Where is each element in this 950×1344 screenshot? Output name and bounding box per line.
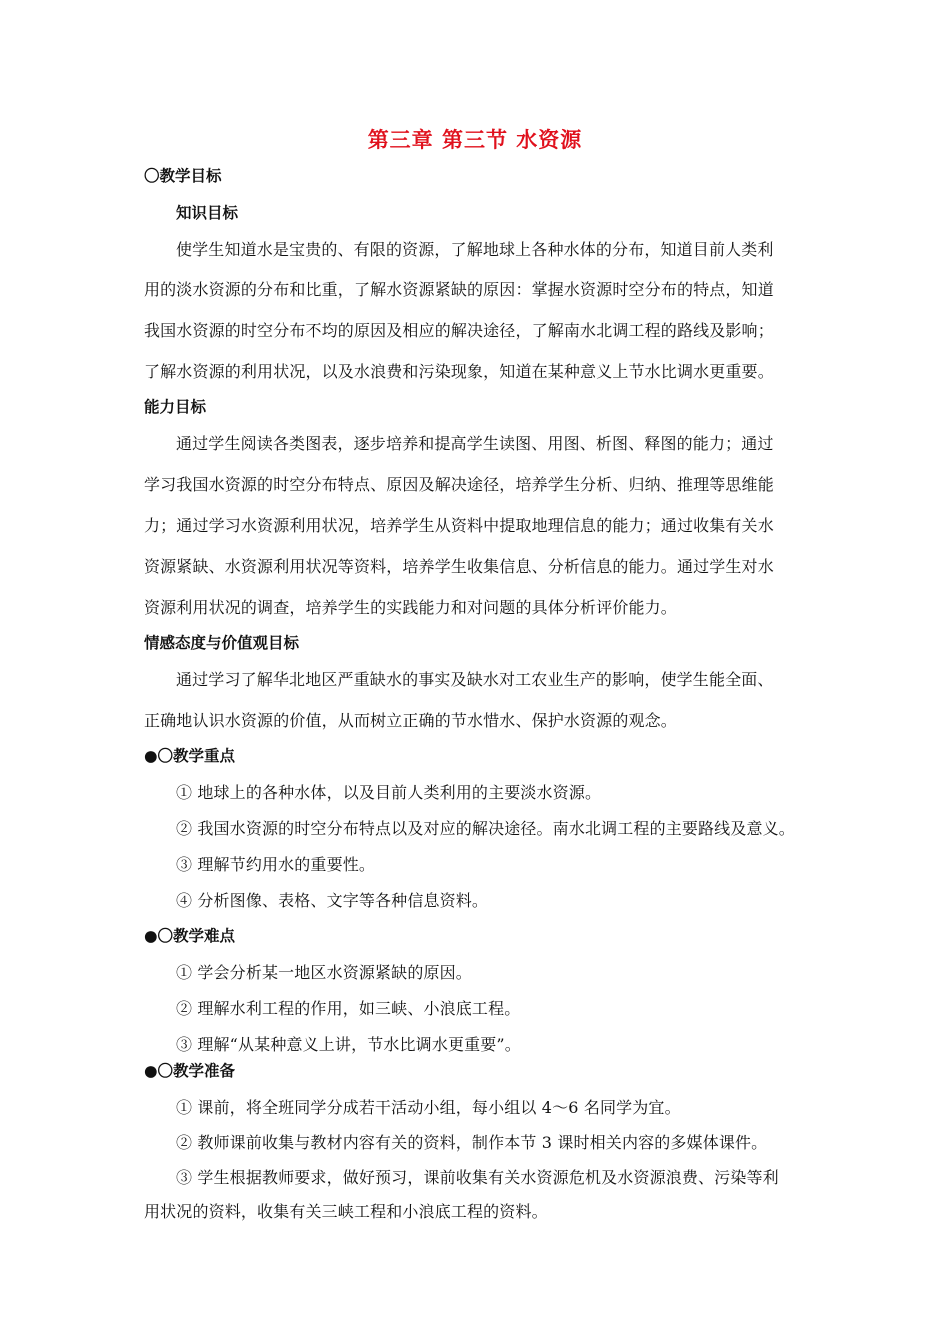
preparation-heading: ●〇教学准备 [144, 1062, 236, 1080]
list-item: ④ 分析图像、表格、文字等各种信息资料。 [176, 891, 489, 910]
list-item: ① 学会分析某一地区水资源紧缺的原因。 [176, 963, 472, 982]
paragraph-line: 用状况的资料，收集有关三峡工程和小浪底工程的资料。 [144, 1202, 548, 1221]
list-item: ③ 理解节约用水的重要性。 [176, 855, 376, 874]
page-title: 第三章 第三节 水资源 [367, 128, 583, 152]
paragraph-line: 通过学习了解华北地区严重缺水的事实及缺水对工农业生产的影响，使学生能全面、 [176, 670, 774, 689]
list-item: ③ 学生根据教师要求，做好预习，课前收集有关水资源危机及水资源浪费、污染等利 [176, 1168, 779, 1187]
emotion-goals-heading: 情感态度与价值观目标 [144, 634, 300, 652]
list-item: ① 课前，将全班同学分成若干活动小组，每小组以 4～6 名同学为宜。 [176, 1098, 681, 1117]
knowledge-goals-heading: 知识目标 [176, 204, 239, 222]
paragraph-line: 正确地认识水资源的价值，从而树立正确的节水惜水、保护水资源的观念。 [144, 711, 677, 730]
paragraph-line: 我国水资源的时空分布不均的原因及相应的解决途径，了解南水北调工程的路线及影响； [144, 321, 774, 340]
key-points-heading: ●〇教学重点 [144, 747, 236, 765]
paragraph-line: 了解水资源的利用状况，以及水浪费和污染现象，知道在某种意义上节水比调水更重要。 [144, 362, 774, 381]
list-item: ② 我国水资源的时空分布特点以及对应的解决途径。南水北调工程的主要路线及意义。 [176, 819, 795, 838]
paragraph-line: 学习我国水资源的时空分布特点、原因及解决途径，培养学生分析、归纳、推理等思维能 [144, 475, 774, 494]
paragraph-line: 用的淡水资源的分布和比重，了解水资源紧缺的原因：掌握水资源时空分布的特点，知道 [144, 280, 774, 299]
list-item: ① 地球上的各种水体，以及目前人类利用的主要淡水资源。 [176, 783, 602, 802]
paragraph-line: 资源紧缺、水资源利用状况等资料，培养学生收集信息、分析信息的能力。通过学生对水 [144, 557, 774, 576]
teaching-goals-heading: 〇教学目标 [144, 167, 222, 185]
ability-goals-heading: 能力目标 [144, 398, 207, 416]
list-item: ② 教师课前收集与教材内容有关的资料，制作本节 3 课时相关内容的多媒体课件。 [176, 1133, 768, 1152]
paragraph-line: 资源利用状况的调查，培养学生的实践能力和对问题的具体分析评价能力。 [144, 598, 677, 617]
list-item: ② 理解水利工程的作用，如三峡、小浪底工程。 [176, 999, 521, 1018]
list-item: ③ 理解“从某种意义上讲，节水比调水更重要”。 [176, 1035, 521, 1054]
paragraph-line: 力；通过学习水资源利用状况，培养学生从资料中提取地理信息的能力；通过收集有关水 [144, 516, 774, 535]
paragraph-line: 使学生知道水是宝贵的、有限的资源，了解地球上各种水体的分布，知道目前人类利 [176, 240, 774, 259]
difficult-points-heading: ●〇教学难点 [144, 927, 236, 945]
paragraph-line: 通过学生阅读各类图表，逐步培养和提高学生读图、用图、析图、释图的能力；通过 [176, 434, 774, 453]
